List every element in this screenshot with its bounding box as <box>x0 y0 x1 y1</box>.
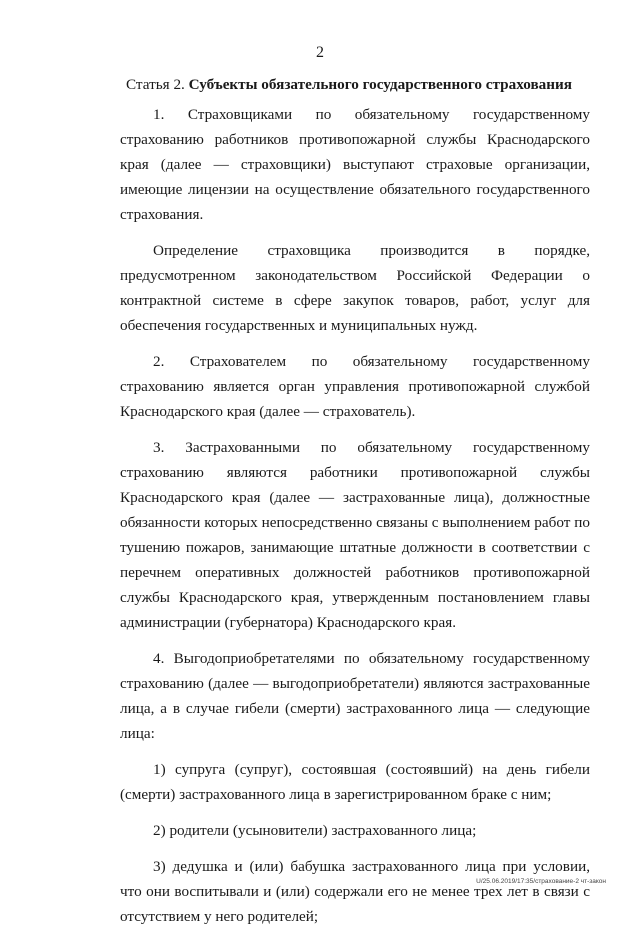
paragraph-insured-persons: 3. Застрахованными по обязательному государственному страхованию являются работники противопожарной службы Краснодарского края (далее — застрахованные лица), должностные обязанности которых непосредственно связаны с выполнением работ по тушению пожаров, занимающие штатные должности в соответствии с перечнем оперативных должностей работников противопожарной службы Краснодарского края, утвержденным постановлением главы администрации (губернатора) Краснодарского края. <box>120 439 590 631</box>
page-number: 2 <box>316 44 324 61</box>
list-item-grandparents: 3) дедушка и (или) бабушка застрахованного лица при условии, что они воспитывали и (или) содержали его не менее трех лет в связи с отсутствием у него родителей; <box>120 858 590 925</box>
article-heading <box>126 72 590 97</box>
article-title: Субъекты обязательного государственного страхования <box>188 76 572 93</box>
paragraph-insurers: 1. Страховщиками по обязательному государственному страхованию работников противопожарной службы Краснодарского края (далее — страховщики) выступают страховые организации, имеющие лицензии на осуществление обязательного государственного страхования. <box>120 106 590 223</box>
document-body <box>120 72 590 940</box>
footer-file-stamp: U/25.06.2019/17:35/страхование-2 чт-закон <box>476 878 606 885</box>
paragraph-insurer-selection: Определение страховщика производится в порядке, предусмотренном законодательством Российской Федерации о контрактной системе в сфере закупок товаров, работ, услуг для обеспечения государственных и муниципальных нужд. <box>120 242 590 334</box>
paragraph-policyholder: 2. Страхователем по обязательному государственному страхованию является орган управления противопожарной службой Краснодарского края (далее — страхователь). <box>120 353 590 420</box>
article-label: Статья 2. <box>126 76 185 93</box>
list-item-spouse: 1) супруга (супруг), состоявшая (состоявший) на день гибели (смерти) застрахованного лица в зарегистрированном браке с ним; <box>120 761 590 803</box>
paragraph-beneficiaries: 4. Выгодоприобретателями по обязательному государственному страхованию (далее — выгодоприобретатели) являются застрахованные лица, а в случае гибели (смерти) застрахованного лица — следующие лица: <box>120 650 590 742</box>
list-item-parents: 2) родители (усыновители) застрахованного лица; <box>153 822 477 839</box>
